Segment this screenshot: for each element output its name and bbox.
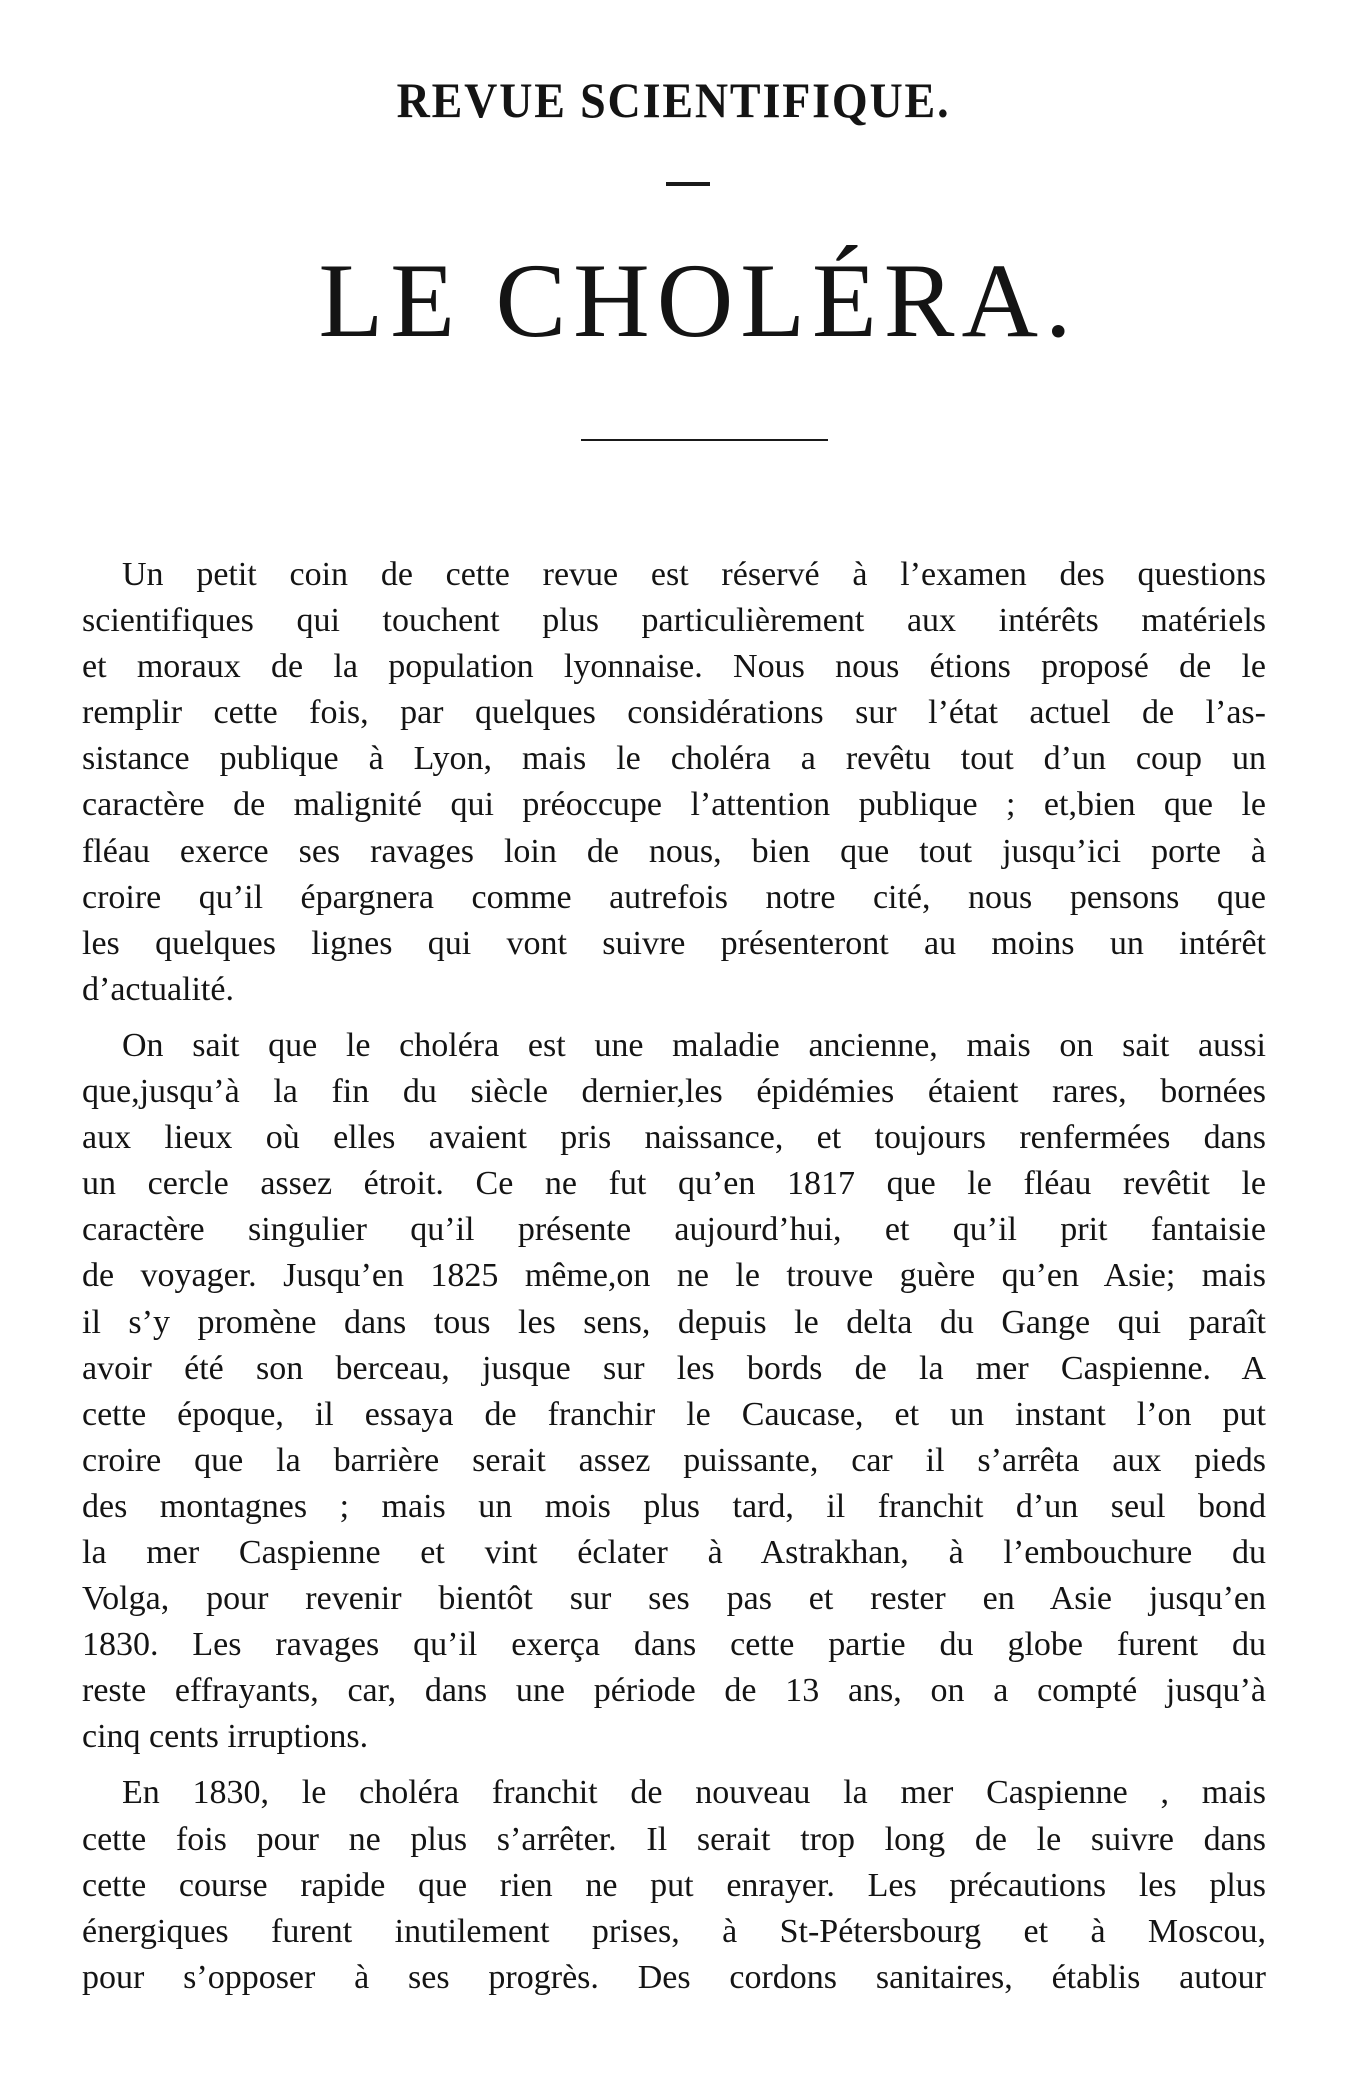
paragraph-line: aux lieux où elles avaient pris naissance, et toujours renfermées dans xyxy=(82,1119,1266,1157)
paragraph-line: Un petit coin de cette revue est réservé à l’examen des questions xyxy=(122,556,1266,593)
paragraph-line: de voyager. Jusqu’en 1825 même,on ne le trouve guère qu’en Asie; mais xyxy=(82,1257,1266,1295)
paragraph-line: caractère singulier qu’il présente aujourd’hui, et qu’il prit fantaisie xyxy=(82,1211,1266,1249)
paragraph-line: On sait que le choléra est une maladie ancienne, mais on sait aussi xyxy=(122,1026,1266,1064)
paragraph-line: les quelques lignes qui vont suivre présenteront au moins un intérêt xyxy=(82,924,1266,962)
paragraph-line: un cercle assez étroit. Ce ne fut qu’en 1817 que le fléau revêtit le xyxy=(82,1165,1266,1203)
paragraph-line: Volga, pour revenir bientôt sur ses pas et rester en Asie jusqu’en xyxy=(82,1580,1266,1618)
paragraph-line: sistance publique à Lyon, mais le choléra a revêtu tout d’un coup un xyxy=(82,740,1266,778)
paragraph-gap xyxy=(82,1013,1266,1023)
paragraph-line: croire qu’il épargnera comme autrefois notre cité, nous pensons que xyxy=(82,878,1266,916)
paragraph-line: cette époque, il essaya de franchir le Caucase, et un instant l’on put xyxy=(82,1395,1266,1433)
paragraph-line: des montagnes ; mais un mois plus tard, il franchit d’un seul bond xyxy=(82,1487,1266,1525)
paragraph-2 xyxy=(82,1023,1266,1761)
paragraph-line: reste effrayants, car, dans une période de 13 ans, on a compté jusqu’à xyxy=(82,1672,1266,1710)
article-title: LE CHOLÉRA. xyxy=(318,242,1079,359)
paragraph-line: énergiques furent inutilement prises, à St-Pétersbourg et à Moscou, xyxy=(82,1912,1266,1950)
paragraph-line: En 1830, le choléra franchit de nouveau la mer Caspienne , mais xyxy=(122,1774,1266,1812)
paragraph-line: caractère de malignité qui préoccupe l’attention publique ; et,bien que le xyxy=(82,786,1266,824)
paragraph-line: que,jusqu’à la fin du siècle dernier,les épidémies étaient rares, bornées xyxy=(82,1073,1266,1111)
paragraph-line: avoir été son berceau, jusque sur les bords de la mer Caspienne. A xyxy=(82,1349,1266,1387)
paragraph-line: cette fois pour ne plus s’arrêter. Il serait trop long de le suivre dans xyxy=(82,1820,1266,1858)
paragraph-3 xyxy=(82,1770,1266,2000)
paragraph-line: remplir cette fois, par quelques considérations sur l’état actuel de l’as- xyxy=(82,694,1266,732)
paragraph-line: fléau exerce ses ravages loin de nous, bien que tout jusqu’ici porte à xyxy=(82,832,1266,870)
paragraph-1 xyxy=(82,552,1266,1013)
paragraph-line: pour s’opposer à ses progrès. Des cordons sanitaires, établis autour xyxy=(82,1958,1266,1996)
title-rule xyxy=(581,439,828,441)
article-body xyxy=(82,552,1266,2001)
paragraph-line: croire que la barrière serait assez puissante, car il s’arrêta aux pieds xyxy=(82,1441,1266,1479)
paragraph-line: cinq cents irruptions. xyxy=(82,1718,369,1756)
paragraph-line: et moraux de la population lyonnaise. Nous nous étions proposé de le xyxy=(82,648,1266,686)
paragraph-line: d’actualité. xyxy=(82,970,234,1008)
paragraph-line: cette course rapide que rien ne put enrayer. Les précautions les plus xyxy=(82,1866,1266,1904)
paragraph-line: scientifiques qui touchent plus particulièrement aux intérêts matériels xyxy=(82,602,1266,640)
running-head: REVUE SCIENTIFIQUE. xyxy=(396,72,951,128)
paragraph-line: la mer Caspienne et vint éclater à Astrakhan, à l’embouchure du xyxy=(82,1533,1266,1571)
paragraph-gap xyxy=(82,1760,1266,1770)
paragraph-line: 1830. Les ravages qu’il exerça dans cette partie du globe furent du xyxy=(82,1626,1266,1664)
paragraph-line: il s’y promène dans tous les sens, depuis le delta du Gange qui paraît xyxy=(82,1303,1266,1341)
header-dash xyxy=(666,182,710,186)
